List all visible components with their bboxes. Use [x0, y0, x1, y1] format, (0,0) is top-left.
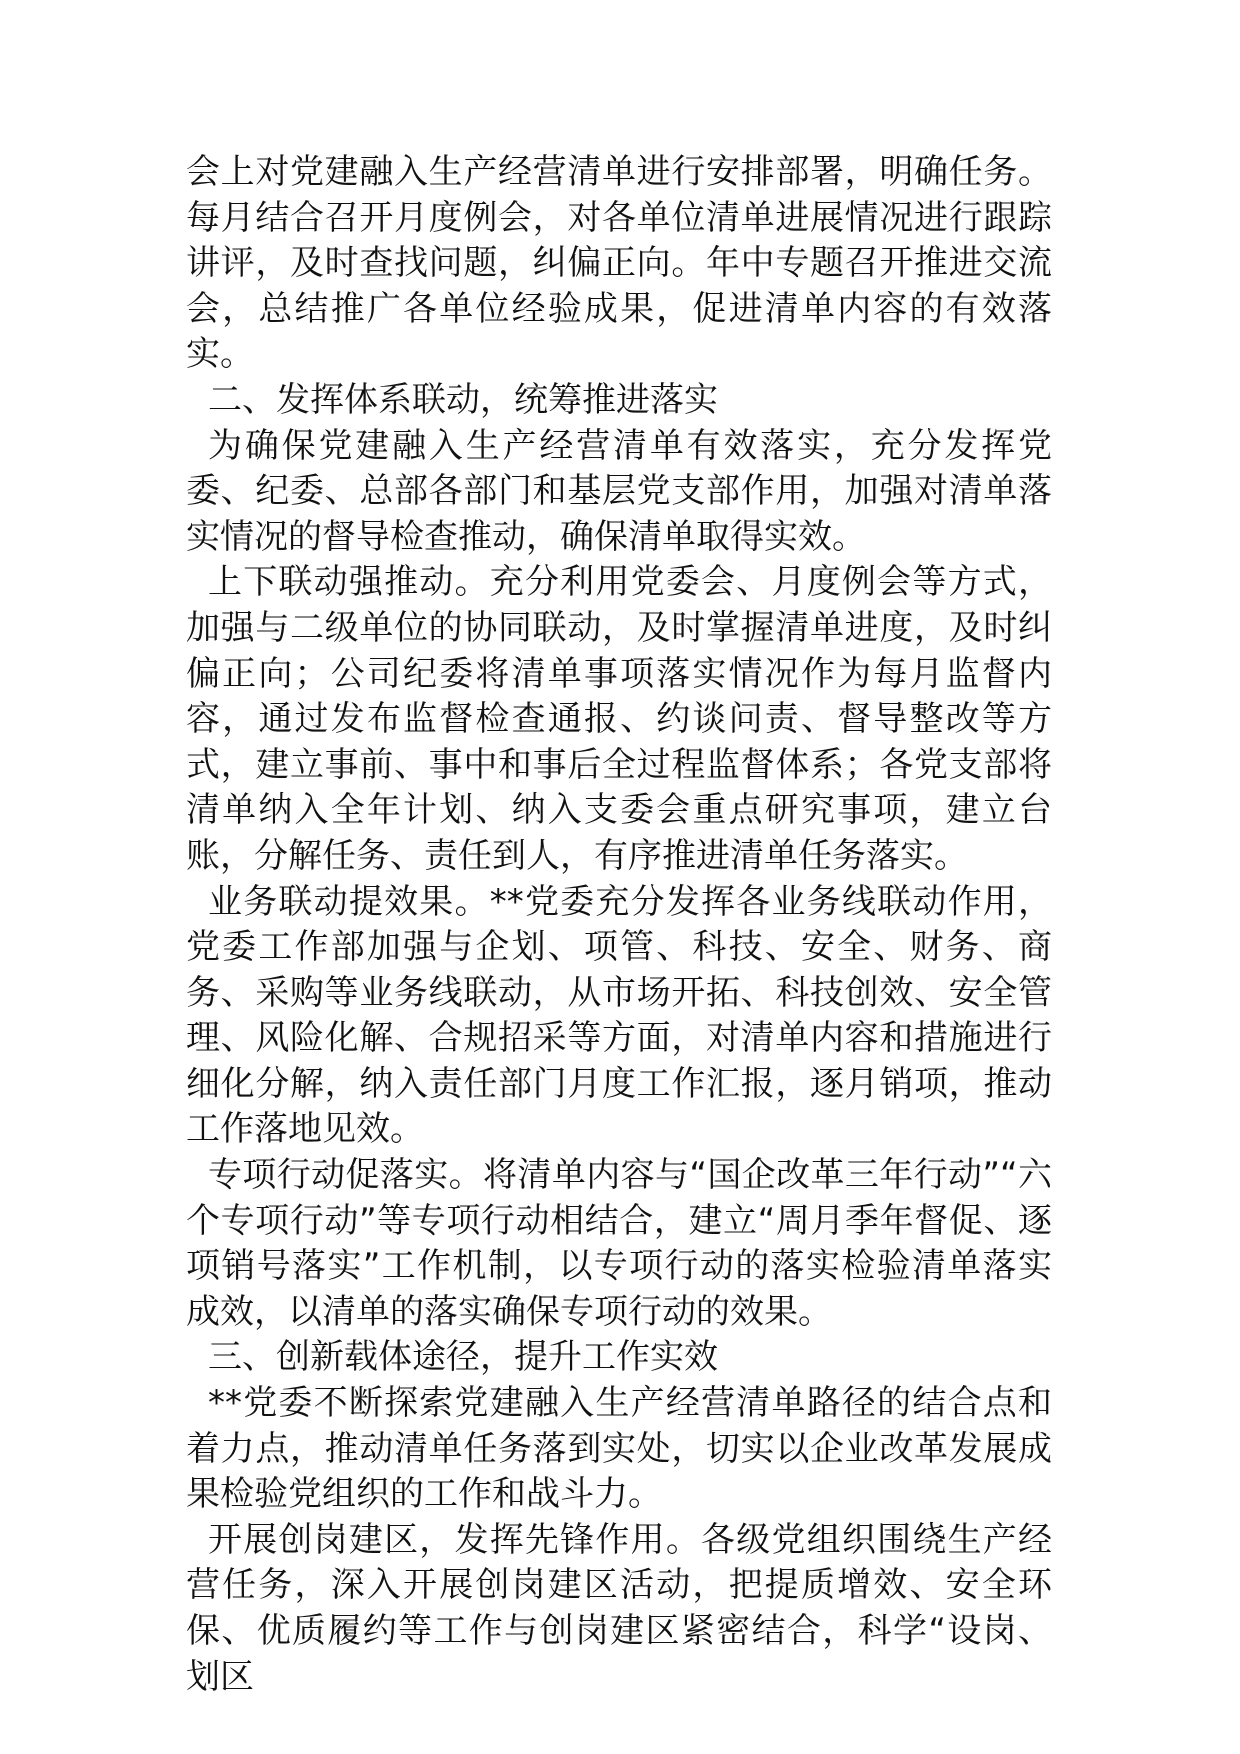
- paragraph-business-linkage: 业务联动提效果。**党委充分发挥各业务线联动作用，党委工作部加强与企划、项管、科技、安全、财务、商务、采购等业务线联动，从市场开拓、科技创效、安全管理、风险化解、合规招采等方面，对清单内容和措施进行细化分解，纳入责任部门月度工作汇报，逐月销项，推动工作落地见效。: [186, 881, 1052, 1150]
- paragraph-post-creation: 开展创岗建区，发挥先锋作用。各级党组织围绕生产经营任务，深入开展创岗建区活动，把提质增效、安全环保、优质履约等工作与创岗建区紧密结合，科学“设岗、划区: [186, 1519, 1052, 1697]
- section-heading-2: 二、发挥体系联动，统筹推进落实: [208, 379, 718, 420]
- paragraph-section-2-intro: 为确保党建融入生产经营清单有效落实，充分发挥党委、纪委、总部各部门和基层党支部作用，加强对清单落实情况的督导检查推动，确保清单取得实效。: [186, 425, 1052, 557]
- section-heading-3: 三、创新载体途径，提升工作实效: [208, 1337, 718, 1378]
- paragraph-special-actions: 专项行动促落实。将清单内容与“国企改革三年行动”“六个专项行动”等专项行动相结合，建立“周月季年督促、逐项销号落实”工作机制，以专项行动的落实检验清单落实成效，以清单的落实确保专项行动的效果。: [186, 1155, 1052, 1332]
- document-body: [186, 150, 1052, 1700]
- paragraph-continued-intro: 会上对党建融入生产经营清单进行安排部署，明确任务。每月结合召开月度例会，对各单位清单进展情况进行跟踪讲评，及时查找问题，纠偏正向。年中专题召开推进交流会，总结推广各单位经验成果，促进清单内容的有效落实。: [186, 152, 1052, 375]
- paragraph-vertical-linkage: 上下联动强推动。充分利用党委会、月度例会等方式，加强与二级单位的协同联动，及时掌握清单进度，及时纠偏正向；公司纪委将清单事项落实情况作为每月监督内容，通过发布监督检查通报、约谈问责、督导整改等方式，建立事前、事中和事后全过程监督体系；各党支部将清单纳入全年计划、纳入支委会重点研究事项，建立台账，分解任务、责任到人，有序推进清单任务落实。: [186, 562, 1052, 876]
- paragraph-section-3-intro: **党委不断探索党建融入生产经营清单路径的结合点和着力点，推动清单任务落到实处，切实以企业改革发展成果检验党组织的工作和战斗力。: [186, 1383, 1052, 1515]
